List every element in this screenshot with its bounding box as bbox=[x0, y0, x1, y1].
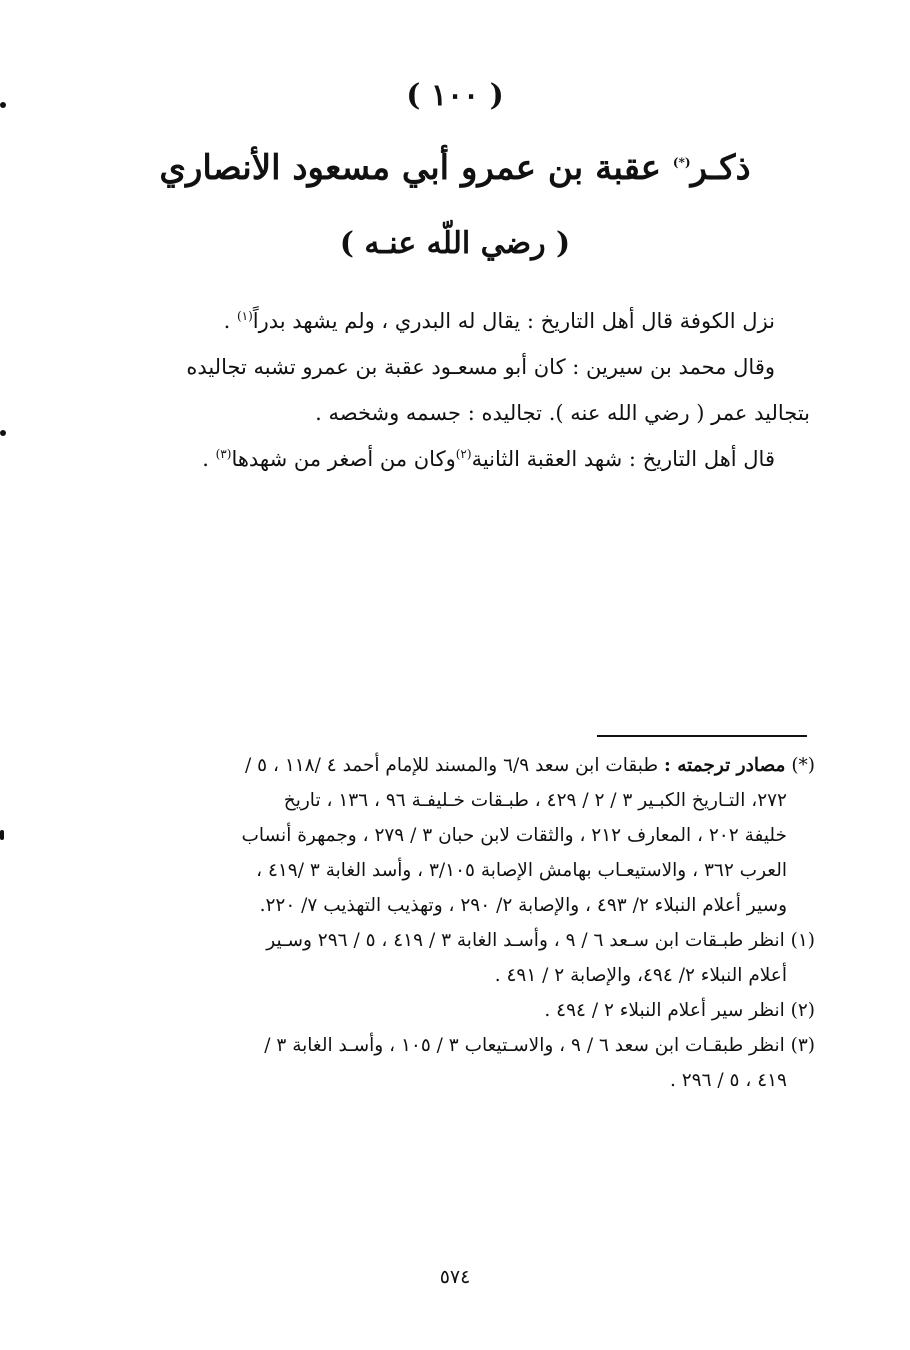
paragraph-3-text-a: قال أهل التاريخ : شهد العقبة الثانية bbox=[471, 447, 775, 471]
footnote-1-line-2: أعلام النبلاء ٢/ ٤٩٤، والإصابة ٢ / ٤٩١ . bbox=[494, 965, 787, 986]
sources-text-1: طبقات ابن سعد ٦/٩ والمسند للإمام أحمد ٤ /١١٨ ، ٥ / bbox=[245, 755, 659, 776]
paragraph-2-line-2: بتجاليد عمر ( رضي الله عنه ). تجاليده : جسمه وشخصه . bbox=[315, 401, 810, 425]
margin-mark-3 bbox=[0, 830, 4, 840]
sources-line-4: العرب ٣٦٢ ، والاستيعـاب بهامش الإصابة ٣/١٠٥ ، وأسد الغابة ٣ /٤١٩ ، bbox=[256, 860, 787, 881]
footnote-ref-2: (٢) bbox=[455, 447, 472, 461]
paragraph-3-end: . bbox=[202, 447, 209, 471]
sources-line-2: ٢٧٢، التـاريخ الكبـير ٣ / ٢ / ٤٢٩ ، طبـقات خـليفـة ٩٦ ، ١٣٦ ، تاريخ bbox=[283, 790, 787, 811]
margin-mark-2 bbox=[0, 430, 6, 436]
title-footnote-mark: (*) bbox=[672, 155, 691, 170]
title-word: ذكـر bbox=[690, 148, 751, 188]
body-text bbox=[95, 298, 810, 482]
page-number: ٥٧٤ bbox=[439, 1266, 471, 1288]
footnote-3-line-2: ٤١٩ ، ٥ / ٢٩٦ . bbox=[669, 1070, 787, 1091]
title-name: عقبة بن عمرو أبي مسعود الأنصاري bbox=[159, 148, 662, 188]
sources-label: مصادر ترجمته : bbox=[663, 755, 786, 776]
sources-line-1 bbox=[95, 748, 815, 783]
footnotes bbox=[95, 748, 815, 1098]
paragraph-3-text-b: وكان من أصغر من شهدها bbox=[231, 447, 456, 471]
footnote-separator bbox=[597, 735, 807, 737]
footnote-1-line-1: (١) انظر طبـقات ابن سـعد ٦ / ٩ ، وأسـد الغابة ٣ / ٤١٩ ، ٥ / ٢٩٦ وسـير bbox=[266, 930, 815, 951]
paragraph-3 bbox=[95, 436, 775, 482]
footnote-2: (٢) انظر سير أعلام النبلاء ٢ / ٤٩٤ . bbox=[544, 1000, 815, 1021]
paragraph-1-text: نزل الكوفة قال أهل التاريخ : يقال له البدري ، ولم يشهد بدراً bbox=[252, 309, 775, 333]
entry-subtitle: ( رضي اللّه عنـه ) bbox=[339, 226, 571, 261]
paragraph-1 bbox=[95, 298, 775, 344]
footnote-ref-1: (١) bbox=[236, 309, 253, 323]
entry-number: ( ١٠٠ ) bbox=[406, 78, 504, 113]
sources-line-3: خليفة ٢٠٢ ، المعارف ٢١٢ ، والثقات لابن حبان ٣ / ٢٧٩ ، وجمهرة أنساب bbox=[241, 825, 787, 846]
sources-mark: (*) bbox=[791, 755, 815, 776]
paragraph-1-end: . bbox=[223, 309, 231, 333]
sources-line-5: وسير أعلام النبلاء ٢/ ٤٩٣ ، والإصابة ٢/ ٢٩٠ ، وتهذيب التهذيب ٧/ ٢٢٠. bbox=[259, 895, 787, 916]
margin-mark-1 bbox=[0, 102, 6, 108]
paragraph-2-line-1: وقال محمد بن سيرين : كان أبو مسعـود عقبة بن عمرو تشبه تجاليده bbox=[186, 355, 775, 379]
entry-title bbox=[60, 148, 850, 188]
footnote-3-line-1: (٣) انظر طبقـات ابن سعد ٦ / ٩ ، والاسـتيعاب ٣ / ١٠٥ ، وأسـد الغابة ٣ / bbox=[264, 1035, 815, 1056]
footnote-ref-3: (٣) bbox=[215, 447, 232, 461]
